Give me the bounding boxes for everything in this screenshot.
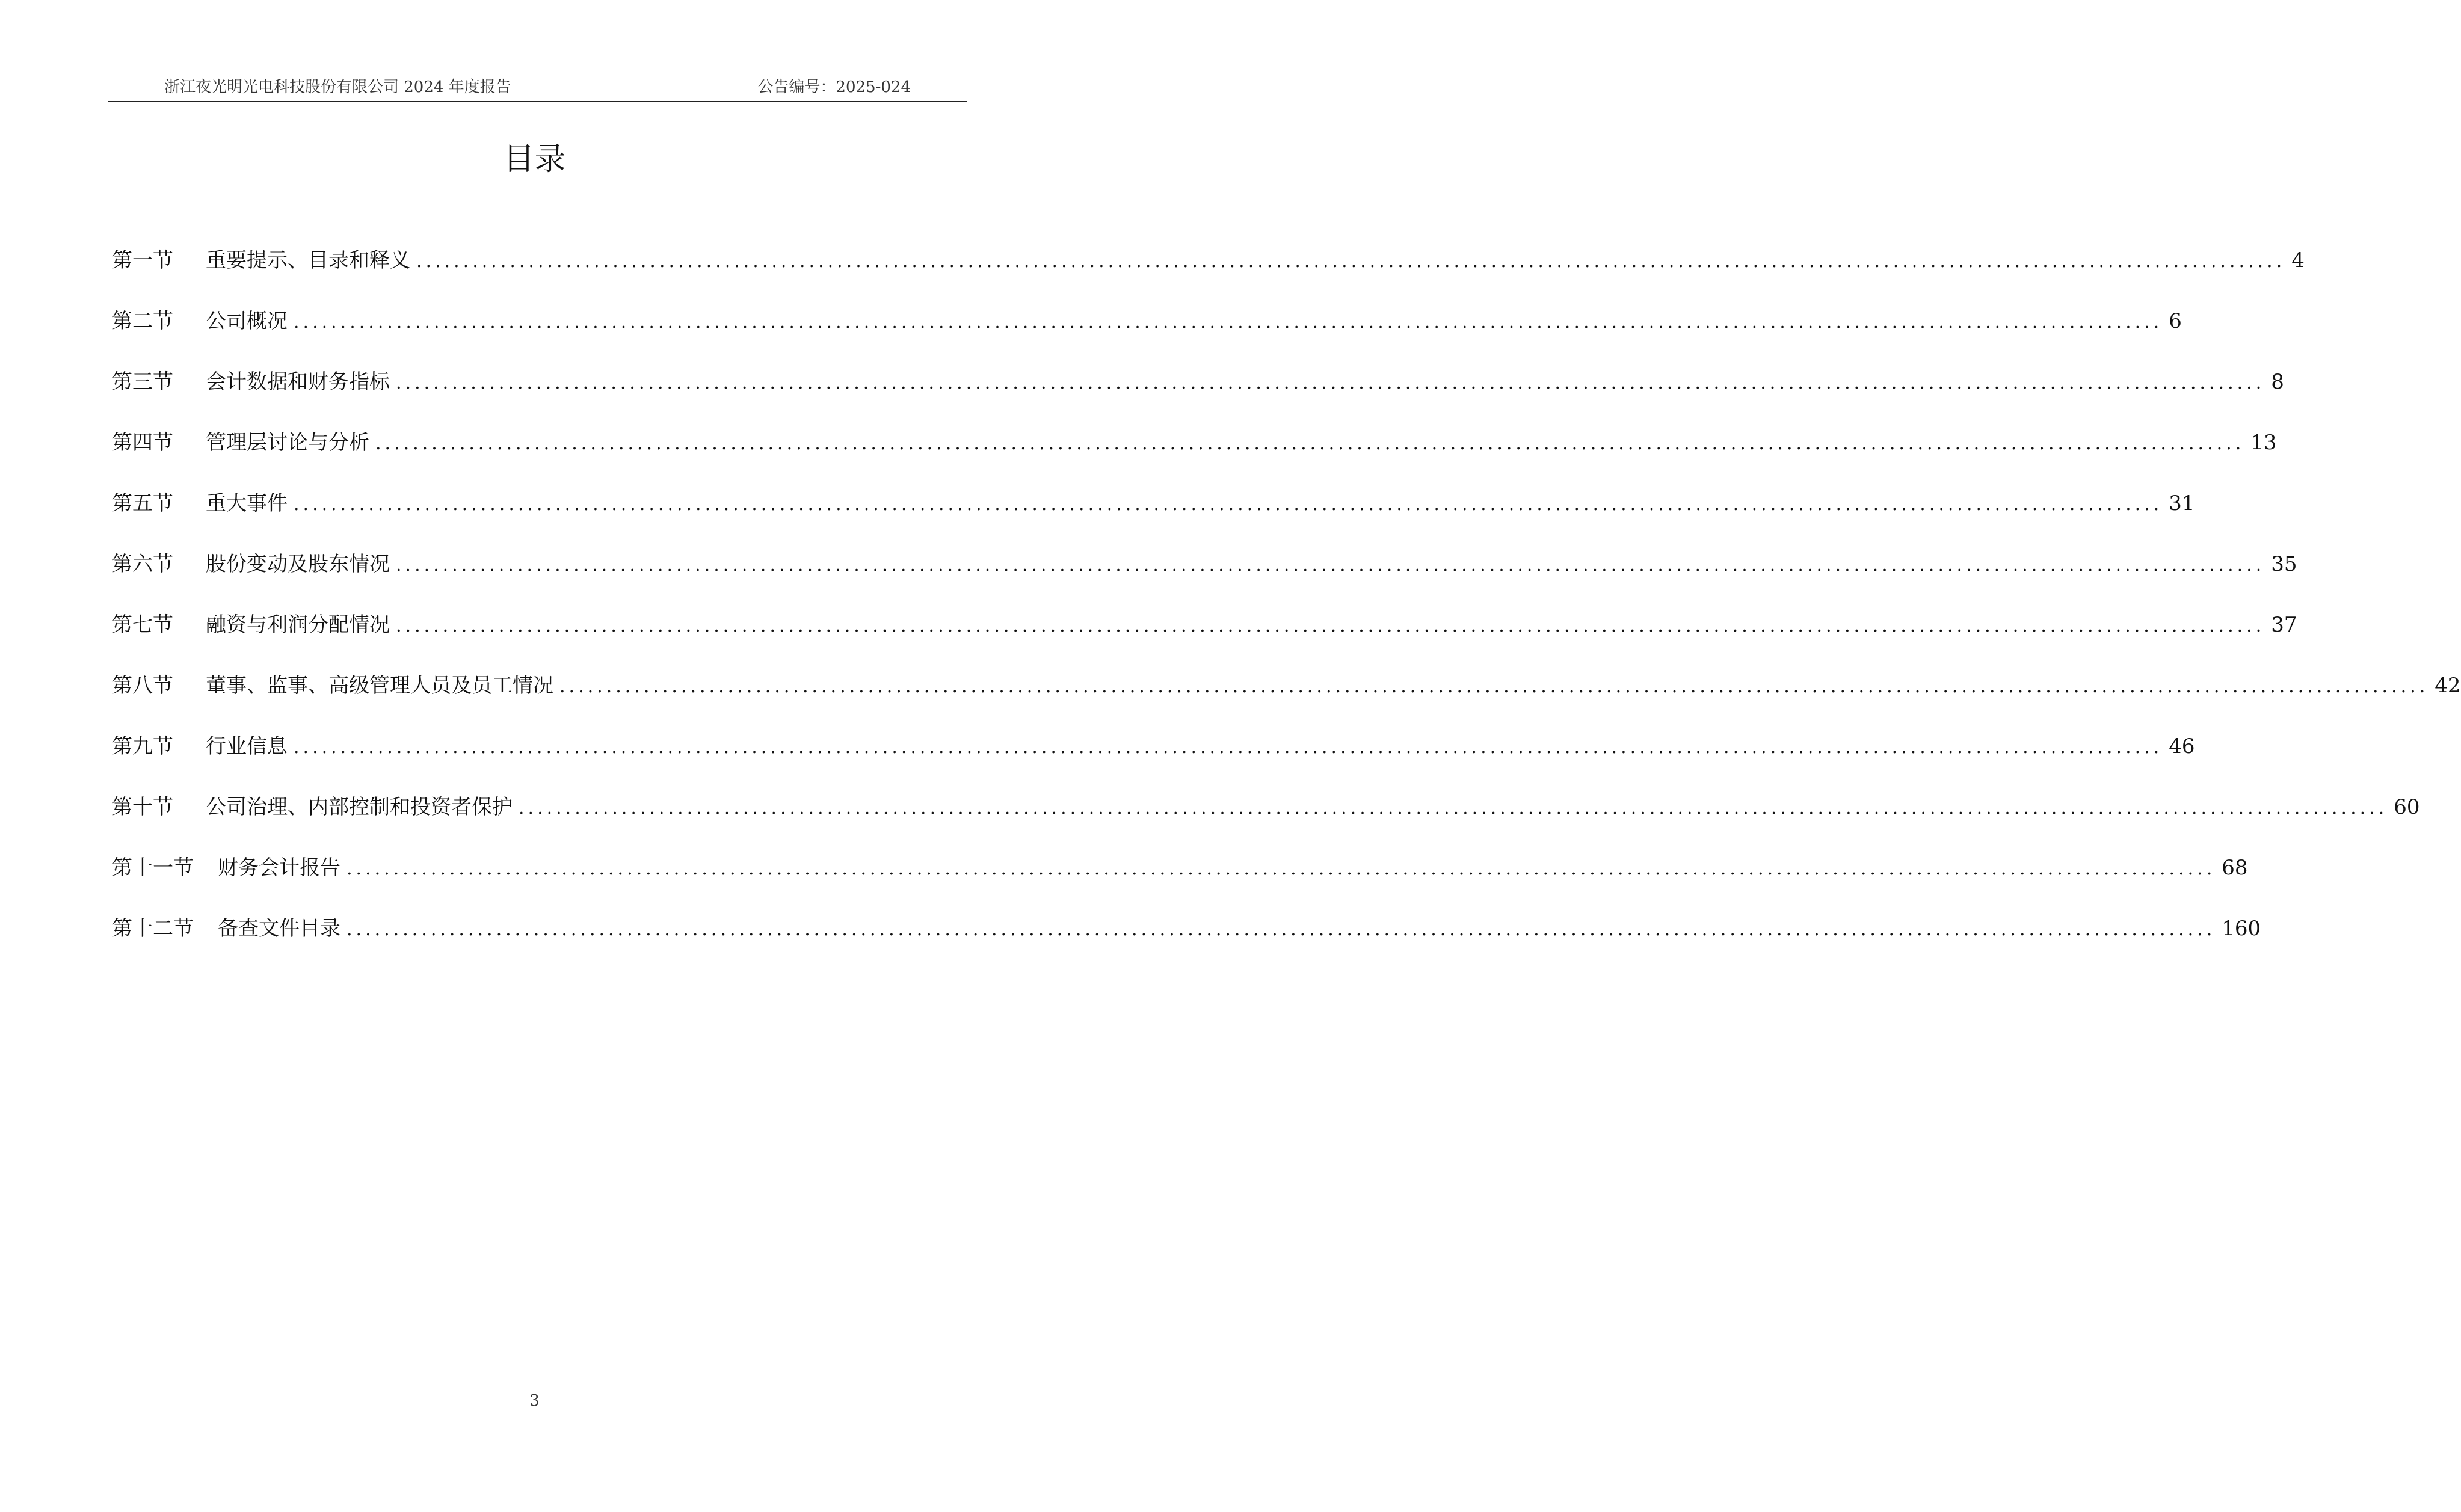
toc-entry-section-1[interactable] bbox=[112, 244, 2305, 304]
toc-heading: 重大事件 bbox=[206, 491, 288, 515]
toc-page-number: 37 bbox=[2271, 613, 2297, 637]
toc-dot-leader: ........................................................................................................................................................................................................ bbox=[347, 919, 2216, 940]
page-header bbox=[108, 77, 967, 102]
table-of-contents bbox=[112, 244, 2461, 973]
toc-dot-leader: ........................................................................................................................................................................................................ bbox=[396, 372, 2265, 393]
toc-section-label: 第九节 bbox=[112, 734, 173, 758]
toc-page-number: 42 bbox=[2435, 674, 2461, 698]
toc-section-label: 第十节 bbox=[112, 795, 173, 819]
toc-entry-section-8[interactable] bbox=[112, 669, 2461, 730]
toc-heading: 行业信息 bbox=[206, 734, 288, 758]
toc-heading: 董事、监事、高级管理人员及员工情况 bbox=[206, 674, 553, 698]
toc-page-number: 60 bbox=[2394, 795, 2420, 819]
toc-section-label: 第三节 bbox=[112, 370, 173, 394]
toc-entry-section-2[interactable] bbox=[112, 304, 2182, 365]
toc-heading: 重要提示、目录和释义 bbox=[206, 248, 410, 272]
toc-heading: 管理层讨论与分析 bbox=[206, 431, 369, 455]
toc-entry-section-11[interactable] bbox=[112, 851, 2248, 912]
toc-entry-section-9[interactable] bbox=[112, 730, 2195, 790]
toc-section-label: 第七节 bbox=[112, 613, 173, 637]
toc-page-number: 68 bbox=[2222, 856, 2248, 880]
toc-page-number: 13 bbox=[2250, 431, 2277, 455]
toc-heading: 备查文件目录 bbox=[218, 917, 340, 941]
toc-entry-section-5[interactable] bbox=[112, 487, 2195, 547]
toc-title: 目录 bbox=[503, 141, 566, 177]
toc-entry-section-12[interactable] bbox=[112, 912, 2261, 973]
toc-section-label: 第八节 bbox=[112, 674, 173, 698]
toc-page-number: 6 bbox=[2169, 309, 2182, 333]
toc-section-label: 第四节 bbox=[112, 431, 173, 455]
header-report-title: 浙江夜光明光电科技股份有限公司 2024 年度报告 bbox=[164, 78, 511, 96]
toc-entry-section-10[interactable] bbox=[112, 790, 2420, 851]
toc-page-number: 160 bbox=[2222, 917, 2261, 941]
toc-section-label: 第六节 bbox=[112, 552, 173, 576]
toc-dot-leader: ........................................................................................................................................................................................................ bbox=[396, 555, 2265, 576]
toc-section-label: 第二节 bbox=[112, 309, 173, 333]
toc-page-number: 46 bbox=[2169, 734, 2195, 758]
toc-page-number: 35 bbox=[2271, 552, 2297, 576]
toc-heading: 公司治理、内部控制和投资者保护 bbox=[206, 795, 513, 819]
toc-entry-section-6[interactable] bbox=[112, 547, 2297, 608]
toc-dot-leader: ........................................................................................................................................................................................................ bbox=[519, 797, 2388, 819]
toc-dot-leader: ........................................................................................................................................................................................................ bbox=[294, 312, 2163, 333]
toc-heading: 会计数据和财务指标 bbox=[206, 370, 390, 394]
toc-dot-leader: ........................................................................................................................................................................................................ bbox=[375, 433, 2245, 454]
toc-entry-section-3[interactable] bbox=[112, 365, 2284, 426]
toc-page-number: 31 bbox=[2169, 491, 2195, 515]
toc-page-number: 8 bbox=[2271, 370, 2284, 394]
toc-dot-leader: ........................................................................................................................................................................................................ bbox=[396, 615, 2265, 636]
toc-dot-leader: ........................................................................................................................................................................................................ bbox=[294, 737, 2163, 758]
page-number: 3 bbox=[529, 1392, 540, 1410]
toc-section-label: 第十一节 bbox=[112, 856, 194, 880]
toc-section-label: 第五节 bbox=[112, 491, 173, 515]
toc-entry-section-4[interactable] bbox=[112, 426, 2277, 487]
toc-page-number: 4 bbox=[2291, 248, 2305, 272]
toc-heading: 融资与利润分配情况 bbox=[206, 613, 390, 637]
toc-dot-leader: ........................................................................................................................................................................................................ bbox=[559, 676, 2429, 697]
toc-heading: 财务会计报告 bbox=[218, 856, 340, 880]
toc-dot-leader: ........................................................................................................................................................................................................ bbox=[294, 494, 2163, 515]
toc-heading: 股份变动及股东情况 bbox=[206, 552, 390, 576]
toc-dot-leader: ........................................................................................................................................................................................................ bbox=[347, 858, 2216, 879]
toc-section-label: 第一节 bbox=[112, 248, 173, 272]
toc-section-label: 第十二节 bbox=[112, 917, 194, 941]
toc-dot-leader: ........................................................................................................................................................................................................ bbox=[416, 251, 2286, 272]
toc-entry-section-7[interactable] bbox=[112, 608, 2297, 669]
toc-heading: 公司概况 bbox=[206, 309, 288, 333]
header-announcement-number: 公告编号：2025-024 bbox=[757, 78, 911, 96]
